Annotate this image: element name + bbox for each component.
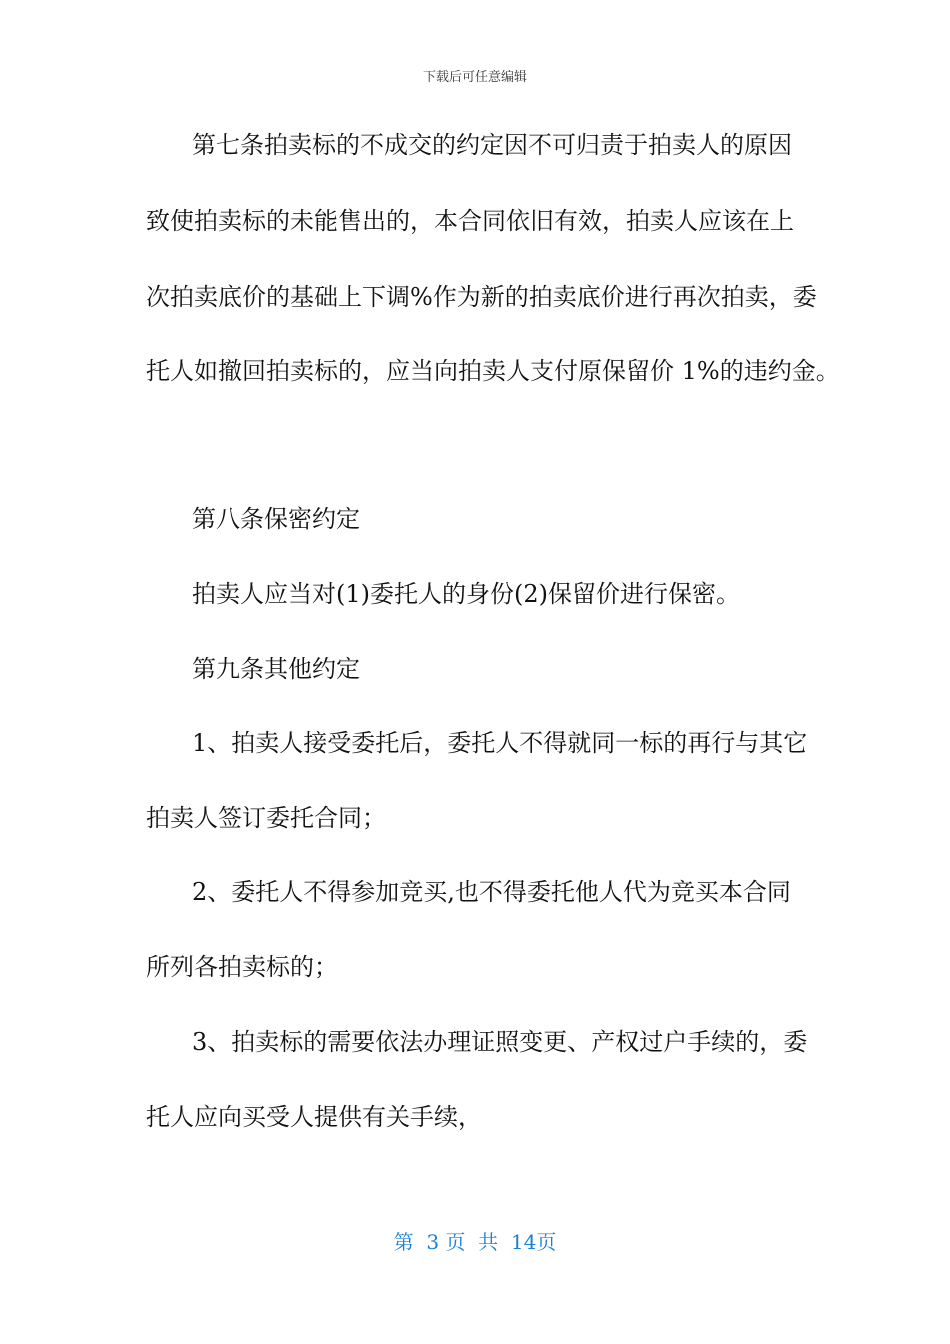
list-item-line: 1、拍卖人接受委托后，委托人不得就同一标的再行与其它: [192, 729, 808, 757]
list-item-line: 3、拍卖标的需要依法办理证照变更、产权过户手续的，委: [192, 1028, 808, 1056]
section-heading: 第九条其他约定: [192, 655, 360, 683]
page-number-footer: 第 3 页 共 14页: [393, 1230, 557, 1254]
paragraph-line: 致使拍卖标的未能售出的，本合同依旧有效，拍卖人应该在上: [146, 207, 794, 235]
paragraph-line: 拍卖人应当对(1)委托人的身份(2)保留价进行保密。: [192, 580, 740, 608]
section-heading: 第八条保密约定: [192, 505, 360, 533]
header-note: 下载后可任意编辑: [422, 70, 527, 85]
list-item-line: 所列各拍卖标的；: [146, 953, 338, 981]
list-item-line: 托人应向买受人提供有关手续，: [146, 1103, 482, 1131]
paragraph-line: 托人如撤回拍卖标的，应当向拍卖人支付原保留价 1%的违约金。: [146, 357, 840, 385]
paragraph-line: 第七条拍卖标的不成交的约定因不可归责于拍卖人的原因: [192, 131, 792, 159]
paragraph-line: 次拍卖底价的基础上下调%作为新的拍卖底价进行再次拍卖，委: [146, 283, 817, 311]
list-item-line: 2、委托人不得参加竞买,也不得委托他人代为竞买本合同: [192, 878, 791, 906]
list-item-line: 拍卖人签订委托合同；: [146, 804, 386, 832]
